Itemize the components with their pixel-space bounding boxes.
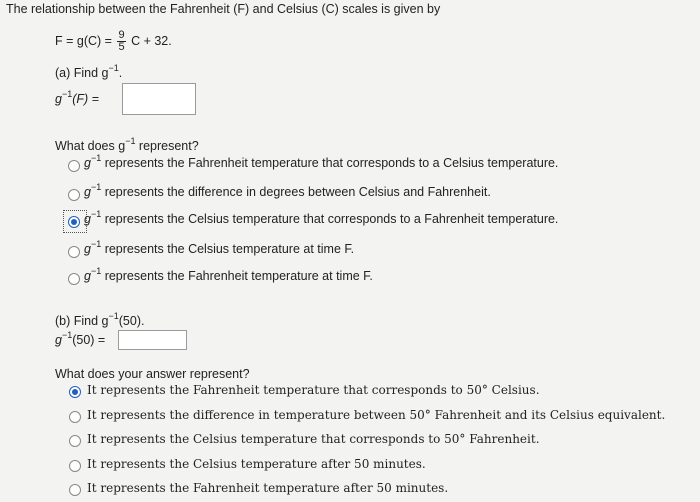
question-1-suffix: represent?	[135, 139, 199, 153]
option-text: represents the Fahrenheit temperature at time F.	[101, 269, 373, 283]
option-g: g	[84, 212, 91, 226]
part-b-input-label	[55, 330, 106, 347]
part-a-label-sup: −1	[108, 63, 119, 73]
option-5-label[interactable]	[84, 266, 373, 283]
equation-lhs: F = g(C) =	[55, 33, 112, 48]
part-a-label	[55, 63, 123, 80]
answer-option-1-label[interactable]: It represents the Fahrenheit temperature that corresponds to 50° Celsius.	[87, 383, 540, 397]
option-sup: −1	[90, 239, 102, 249]
option-sup: −1	[90, 266, 102, 276]
option-g: g	[84, 185, 91, 199]
part-b-input-g: g	[55, 333, 62, 347]
answer-option-1-radio[interactable]	[69, 386, 81, 398]
part-b-label-end: (50).	[118, 314, 145, 328]
option-text: represents the Celsius temperature at time F.	[101, 242, 355, 256]
answer-option-5-label[interactable]: It represents the Fahrenheit temperature after 50 minutes.	[87, 481, 449, 495]
option-g: g	[84, 156, 91, 170]
option-g: g	[84, 269, 91, 283]
part-b-label-text: (b) Find g	[55, 314, 109, 328]
answer-option-5-radio[interactable]	[69, 484, 81, 496]
equation-rhs: C + 32.	[131, 33, 172, 48]
option-3-label[interactable]	[84, 209, 559, 226]
question-2: What does your answer represent?	[55, 367, 250, 381]
option-text: represents the Fahrenheit temperature that corresponds to a Celsius temperature.	[101, 156, 559, 170]
option-text: represents the Celsius temperature that corresponds to a Fahrenheit temperature.	[101, 212, 559, 226]
part-a-input-g: g	[55, 92, 62, 106]
question-1-prefix: What does g	[55, 139, 126, 153]
fraction-numerator: 9	[118, 29, 125, 41]
answer-option-2-label[interactable]: It represents the difference in temperature between 50° Fahrenheit and its Celsius equivalent.	[87, 408, 666, 422]
part-a-input-arg: (F) =	[72, 92, 99, 106]
option-1-label[interactable]	[84, 153, 559, 170]
option-2-radio[interactable]	[68, 189, 80, 201]
part-a-label-end: .	[118, 66, 123, 80]
answer-option-4-label[interactable]: It represents the Celsius temperature after 50 minutes.	[87, 457, 426, 471]
part-b-label-sup: −1	[108, 311, 119, 321]
option-5-radio[interactable]	[68, 273, 80, 285]
part-a-answer-field[interactable]	[122, 83, 196, 115]
option-4-radio[interactable]	[68, 246, 80, 258]
option-1-radio[interactable]	[68, 160, 80, 172]
option-sup: −1	[90, 209, 102, 219]
option-3-radio[interactable]	[68, 216, 80, 228]
answer-option-3-label[interactable]: It represents the Celsius temperature that corresponds to 50° Fahrenheit.	[87, 432, 540, 446]
answer-option-2-radio[interactable]	[69, 411, 81, 423]
problem-intro: The relationship between the Fahrenheit (F) and Celsius (C) scales is given by	[6, 2, 441, 16]
part-b-input-arg: (50) =	[72, 333, 106, 347]
option-sup: −1	[90, 153, 102, 163]
option-text: represents the difference in degrees between Celsius and Fahrenheit.	[101, 185, 491, 199]
equation-fraction	[117, 30, 125, 53]
part-b-label	[55, 311, 145, 328]
option-4-label[interactable]	[84, 239, 355, 256]
equation	[55, 30, 172, 53]
part-a-input-label	[55, 89, 99, 106]
question-1	[55, 136, 199, 153]
option-sup: −1	[90, 182, 102, 192]
option-g: g	[84, 242, 91, 256]
part-b-answer-field[interactable]	[118, 330, 187, 350]
answer-option-3-radio[interactable]	[69, 435, 81, 447]
fraction-denominator: 5	[118, 41, 125, 53]
option-2-label[interactable]	[84, 182, 491, 199]
answer-option-4-radio[interactable]	[69, 460, 81, 472]
part-b-input-sup: −1	[61, 330, 73, 340]
part-a-label-text: (a) Find g	[55, 66, 109, 80]
part-a-input-sup: −1	[61, 89, 73, 99]
question-1-sup: −1	[125, 136, 136, 146]
